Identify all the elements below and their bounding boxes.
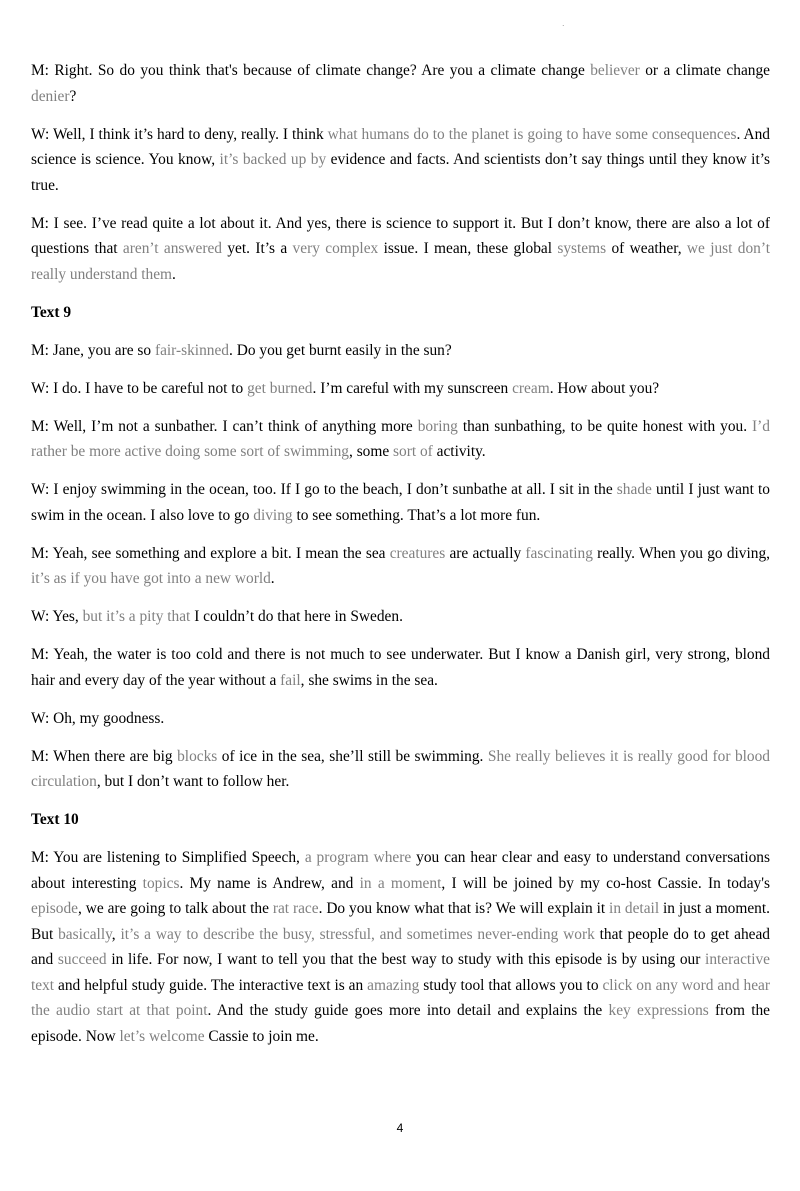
text-run: ? [69,87,77,105]
highlighted-phrase: believer [590,62,640,79]
text-run: Text 10 [31,811,79,828]
text-run: . [270,570,275,587]
text-run: W: Oh, my goodness. [31,709,165,727]
text-run: study tool that allows you to [419,976,603,994]
text-run: M: Yeah, see something and explore a bit. I mean the sea [31,544,390,562]
text-run: really. When you go diving, [592,544,770,562]
text-run: , but I don’t want to follow her. [96,773,290,790]
highlighted-phrase: blocks [177,747,218,765]
text-run: W: I do. I have to be careful not to [31,379,248,397]
text-run: issue. I mean, these global [378,240,558,257]
highlighted-phrase: but it’s a pity that [82,608,191,625]
text-run: M: You are listening to Simplified Speech, [31,849,305,866]
text-run: . And science is science. You know, [31,125,770,168]
highlighted-phrase: interactive text [31,951,770,994]
text-run: to see something. That’s a lot more fun. [292,506,541,524]
highlighted-phrase: sort of [393,443,433,460]
text-run: . I’m careful with my sunscreen [312,379,513,397]
text-run: that people do to get ahead and [31,925,771,968]
text-run: in life. For now, I want to tell you that the best way to study with this episode is by using our [106,951,706,968]
highlighted-phrase: very complex [292,240,379,257]
highlighted-phrase: let’s welcome [119,1027,205,1045]
dialogue-paragraph [31,744,770,795]
text-run: . And the study guide goes more into detail and explains the [207,1002,609,1019]
highlighted-phrase: in a moment [359,874,442,892]
text-run: , we are going to talk about the [78,900,273,917]
text-run: M: Well, I’m not a sunbather. I can’t think of anything more [31,417,418,435]
text-run: . My name is Andrew, and [179,874,360,892]
text-run: . [172,265,176,283]
text-run: , she swims in the sea. [300,671,438,689]
text-run: of weather, [606,240,687,257]
highlighted-phrase: rat race [272,900,319,917]
text-run: M: Yeah, the water is too cold and there is not much to see underwater. But I know a Danish girl, very strong, blond hair and every day of the year without a [31,646,770,689]
text-run: W: I enjoy swimming in the ocean, too. If I go to the beach, I don’t sunbathe at all. I sit in the [31,481,617,498]
highlighted-phrase: boring [417,417,458,435]
highlighted-phrase: what humans do to the planet is going to have some consequences [327,125,737,143]
text-run: evidence and facts. And scientists don’t say things until they know it’s true. [31,151,770,194]
highlighted-phrase: a program where [304,849,412,866]
text-run: M: Jane, you are so [31,341,155,359]
text-run: activity. [432,443,486,460]
highlighted-phrase: click on any word and hear the audio start at that point [31,976,770,1019]
dialogue-paragraph [31,541,770,592]
highlighted-phrase: amazing [367,976,420,994]
dialogue-paragraph [31,604,770,630]
text-run: yet. It’s a [222,240,293,257]
text-run: , [111,925,121,943]
highlighted-phrase: we just don’t really understand them [31,240,770,283]
highlighted-phrase: get burned [247,379,313,397]
text-run: or a climate change [639,62,770,79]
highlighted-phrase: I’d rather be more active doing some sort of swimming [31,417,770,460]
dialogue-paragraph [31,338,770,364]
highlighted-phrase: episode [31,900,79,917]
text-run: M: Right. So do you think that's because of climate change? Are you a climate change [31,62,591,79]
dialogue-paragraph [31,642,770,693]
highlighted-phrase: fail [280,671,301,689]
text-run: , I will be joined by my co-host Cassie. In today's [441,874,770,892]
dialogue-paragraph [31,414,770,465]
text-run: Text 9 [31,303,72,321]
section-heading [31,300,770,326]
text-run: until I just want to swim in the ocean. I also love to go [31,481,770,524]
highlighted-phrase: She really believes it is really good for blood circulation [31,747,770,790]
highlighted-phrase: succeed [57,951,107,968]
text-run: I couldn’t do that here in Sweden. [190,608,403,625]
highlighted-phrase: aren’t answered [122,240,222,257]
text-run: W: Well, I think it’s hard to deny, really. I think [31,125,328,143]
highlighted-phrase: systems [557,240,607,257]
text-run: W: Yes, [31,608,83,625]
highlighted-phrase: creatures [389,544,446,562]
text-run: , some [349,443,394,460]
dialogue-paragraph [31,211,770,288]
highlighted-phrase: it’s a way to describe the busy, stressful, and sometimes never-ending work [120,925,595,943]
text-run: from the episode. Now [31,1002,770,1045]
dialogue-paragraph [31,376,770,402]
header-mark: . [562,18,565,28]
document-body [31,58,770,1062]
text-run: are actually [445,544,526,562]
highlighted-phrase: it’s as if you have got into a new world [31,570,271,587]
text-run: of ice in the sea, she’ll still be swimming. [217,747,488,765]
text-run: than sunbathing, to be quite honest with you. [457,417,753,435]
highlighted-phrase: fair-skinned [154,341,230,359]
dialogue-paragraph [31,58,770,109]
highlighted-phrase: topics [142,874,180,892]
section-heading [31,807,770,833]
dialogue-paragraph [31,706,770,732]
text-run: . How about you? [549,379,660,397]
page-number: 4 [396,1121,404,1135]
highlighted-phrase: shade [616,481,652,498]
highlighted-phrase: denier [31,87,70,105]
text-run: in just a moment. But [31,900,770,943]
text-run: you can hear clear and easy to understand conversations about interesting [31,849,770,892]
dialogue-paragraph [31,122,770,199]
text-run: . Do you get burnt easily in the sun? [229,341,452,359]
highlighted-phrase: diving [253,506,293,524]
text-run: and helpful study guide. The interactive text is an [54,976,368,994]
highlighted-phrase: key expressions [608,1002,709,1019]
text-run: . Do you know what that is? We will explain it [318,900,610,917]
text-run: M: I see. I’ve read quite a lot about it. And yes, there is science to support it. But I don’t know, there are also a lot of questions that [31,214,770,257]
highlighted-phrase: fascinating [525,544,593,562]
highlighted-phrase: it’s backed up by [219,151,327,168]
highlighted-phrase: cream [512,379,550,397]
text-run: M: When there are big [31,747,178,765]
dialogue-paragraph [31,845,770,1049]
dialogue-paragraph [31,477,770,528]
text-run: Cassie to join me. [204,1027,319,1045]
highlighted-phrase: in detail [609,900,660,917]
highlighted-phrase: basically [58,925,112,943]
